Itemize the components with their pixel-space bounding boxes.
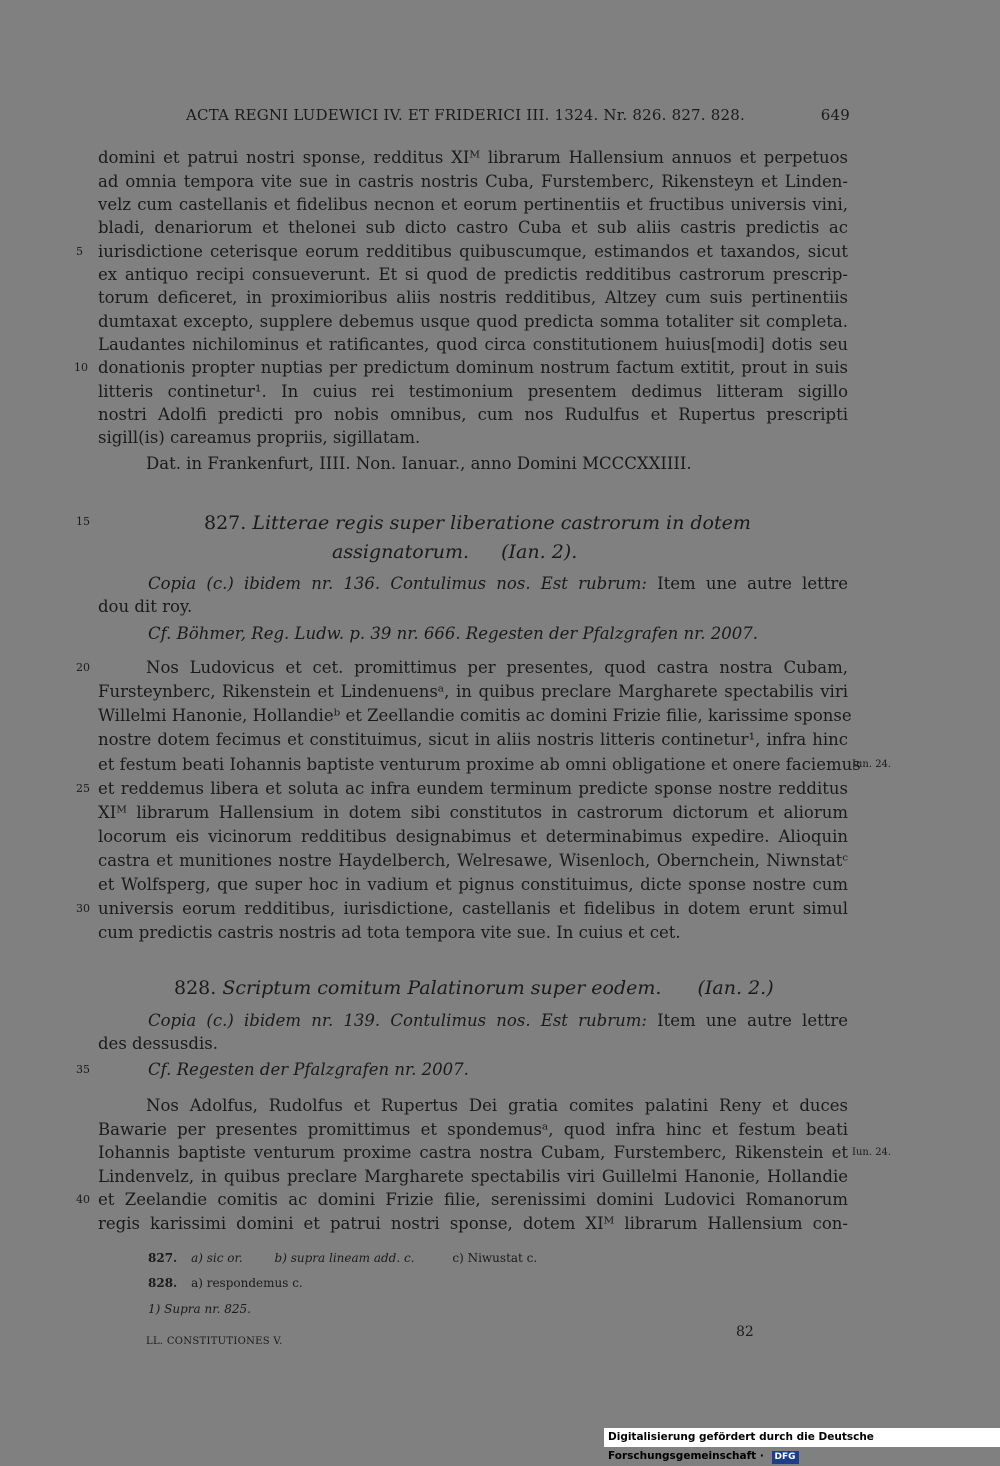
text-line: castra et munitiones nostre Haydelberch, Welresawe, Wisenloch, Obernchein, Niwnstatᶜ [98,851,848,870]
footnote-a: a) respondemus c. [191,1276,303,1290]
text-line: sigill(is) careamus propriis, sigillatam. [98,428,421,447]
copia-rest: Item une autre lettre [657,1011,849,1030]
text-line: regis karissimi domini et patrui nostri sponse, dotem XIᴹ librarum Hallensium con- [98,1214,848,1233]
text-line: bladi, denariorum et thelonei sub dicto castro Cuba et sub aliis castris predictis ac [98,218,848,237]
page-number: 649 [820,106,850,124]
running-header [186,106,850,124]
banner-text: Digitalisierung gefördert durch die Deutsche Forschungsgemeinschaft · [608,1431,874,1462]
doc-828-cf: Cf. Regesten der Pfalzgrafen nr. 2007. [148,1060,469,1079]
text-line: ad omnia tempora vite sue in castris nostris Cuba, Furstemberc, Rikensteyn et Linden- [98,172,848,191]
series-label: LL. CONSTITUTIONES V. [146,1336,283,1347]
line-number: 20 [76,661,90,674]
text-line: domini et patrui nostri sponse, redditus XIᴹ librarum Hallensium annuos et perpetuos [98,148,848,167]
line-number: 10 [74,361,88,374]
line-number: 30 [76,902,90,915]
text-line: Nos Adolfus, Rudolfus et Rupertus Dei gratia comites palatini Reny et duces [146,1096,848,1115]
line-number: 25 [76,782,90,795]
margin-date-note: Iun. 24. [852,759,892,770]
dat-line: Dat. in Frankenfurt, IIII. Non. Ianuar., anno Domini MCCCXXIIII. [146,454,692,473]
text-line: Lindenvelz, in quibus preclare Margharete spectabilis viri Guillelmi Hanonie, Hollandie [98,1167,848,1186]
text-line: Laudantes nichilominus et ratificantes, quod circa constitutionem huius[modi] dotis seu [98,335,848,354]
doc-827-title-line2 [332,539,577,565]
text-line: Willelmi Hanonie, Hollandieᵇ et Zeellandie comitis ac domini Frizie filie, karissime sponse [98,706,852,725]
doc-828-title [174,975,774,1001]
doc-827-date: (Ian. 2). [501,541,578,563]
text-line: iurisdictione ceterisque eorum redditibus quibuscumque, estimandos et taxandos, sicut [98,242,848,261]
text-line: dumtaxat excepto, supplere debemus usque quod predicta somma totaliter sit completa. [98,312,848,331]
running-title: ACTA REGNI LUDEWICI IV. ET FRIDERICI III. 1324. Nr. 826. 827. 828. [186,106,745,124]
doc-827-title-cont: assignatorum. [332,541,470,563]
sheet-signature: 82 [736,1324,754,1340]
text-line: donationis propter nuptias per predictum dominum nostrum factum extitit, prout in suis [98,358,848,377]
dfg-banner [604,1428,1000,1462]
line-number: 40 [76,1193,90,1206]
doc-828-copia [148,1009,848,1033]
doc-827-copia [148,572,848,596]
footnote-b: b) supra lineam add. c. [274,1251,415,1265]
doc-827-title-line1 [204,510,751,536]
text-line: litteris continetur¹. In cuius rei testimonium presentem dedimus litteram sigillo [98,382,848,401]
text-line: Bawarie per presentes promittimus et spondemusᵃ, quod infra hinc et festum beati [98,1120,848,1139]
footnotes-828 [148,1273,303,1293]
text-line: nostri Adolfi predicti pro nobis omnibus, cum nos Rudulfus et Rupertus prescripti [98,405,848,424]
text-line: locorum eis vicinorum redditibus designabimus et determinabimus expedire. Alioquin [98,827,848,846]
text-line: Nos Ludovicus et cet. promittimus per presentes, quod castra nostra Cubam, [146,658,848,677]
doc-828-copia-cont: des dessusdis. [98,1034,218,1053]
text-line: et Wolfsperg, que super hoc in vadium et pignus constituimus, dicte sponse nostre cum [98,875,848,894]
footnote-label: 827. [148,1251,178,1265]
doc-827-copia-cont: dou dit roy. [98,597,193,616]
footnote-c: c) Niwustat c. [452,1251,538,1265]
doc-828-date: (Ian. 2.) [697,977,774,999]
text-line: et festum beati Iohannis baptiste venturum proxime ab omni obligatione et onere faciemus [98,755,861,774]
footnote-1: 1) Supra nr. 825. [148,1302,251,1316]
dfg-logo: DFG [772,1451,799,1464]
copia-rest: Item une autre lettre [657,574,849,593]
text-line: nostre dotem fecimus et constituimus, sicut in aliis nostris litteris continetur¹, infra hinc [98,730,848,749]
doc-827-number: 827. [204,512,247,534]
copia-italic: Copia (c.) ibidem nr. 139. Contulimus nos. Est rubrum: [148,1011,647,1030]
text-line: XIᴹ librarum Hallensium in dotem sibi constitutos in castrorum dictorum et aliorum [98,803,848,822]
doc-827-cf: Cf. Böhmer, Reg. Ludw. p. 39 nr. 666. Regesten der Pfalzgrafen nr. 2007. [148,624,758,643]
text-line: cum predictis castris nostris ad tota tempora vite sue. In cuius et cet. [98,923,681,942]
doc-827-title: Litterae regis super liberatione castrorum in dotem [252,512,751,534]
doc-828-number: 828. [174,977,217,999]
text-line: universis eorum redditibus, iurisdictione, castellanis et fidelibus in dotem erunt simul [98,899,848,918]
footnotes-827 [148,1248,537,1268]
line-number: 5 [76,245,83,258]
footnote-a: a) sic or. [191,1251,243,1265]
text-line: Fursteynberc, Rikenstein et Lindenuensᵃ, in quibus preclare Margharete spectabilis viri [98,682,848,701]
text-line: torum deficeret, in proximioribus aliis nostris redditibus, Altzey cum suis pertinentiis [98,288,848,307]
text-line: velz cum castellanis et fidelibus necnon et eorum pertinentiis et fructibus universis vini, [98,195,848,214]
copia-italic: Copia (c.) ibidem nr. 136. Contulimus nos. Est rubrum: [148,574,647,593]
footnote-label: 828. [148,1276,178,1290]
text-line: Iohannis baptiste venturum proxime castra nostra Cubam, Furstemberc, Rikenstein et [98,1143,848,1162]
doc-828-title-text: Scriptum comitum Palatinorum super eodem. [222,977,662,999]
line-number: 35 [76,1063,90,1076]
text-line: et reddemus libera et soluta ac infra eundem terminum predicte sponse nostre redditus [98,779,848,798]
margin-date-note: Iun. 24. [852,1147,892,1158]
text-line: et Zeelandie comitis ac domini Frizie filie, serenissimi domini Ludovici Romanorum [98,1190,848,1209]
line-number: 15 [76,515,90,528]
text-line: ex antiquo recipi consueverunt. Et si quod de predictis redditibus castrorum prescrip- [98,265,848,284]
